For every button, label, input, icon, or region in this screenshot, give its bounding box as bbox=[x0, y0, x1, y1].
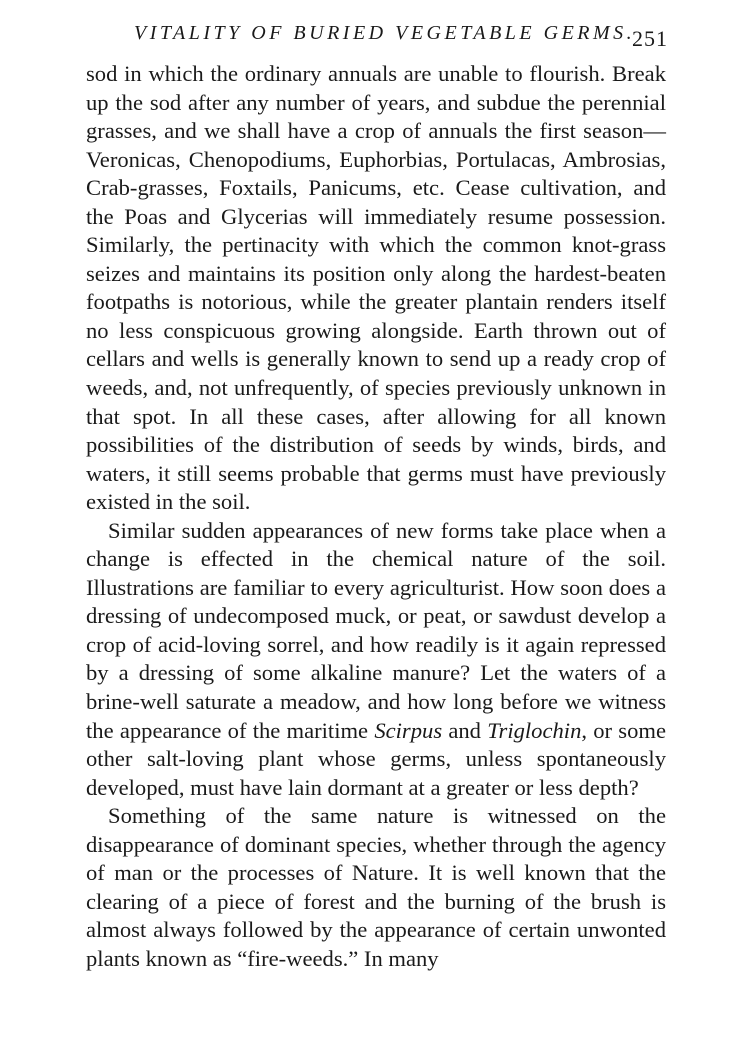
paragraph-fire-weeds bbox=[86, 802, 666, 973]
italic-genus-triglochin: Triglochin bbox=[487, 717, 582, 743]
running-head bbox=[92, 22, 672, 52]
paragraph-text: Similar sudden appearances of new forms take place when a change is effected in the chemical nature of the soil. Illustrations are familiar to every agriculturist. How soon does a dressing of undecomposed muck, or peat, or sawdust develop a crop of acid-loving sorrel, and how readily is it again repressed by a dressing of some alkaline manure? Let the waters of a brine-well saturate a meadow, and how long before we witness the appearance of the maritime bbox=[86, 517, 666, 743]
page-number: 251 bbox=[632, 26, 668, 51]
paragraph-text: , or some other salt-loving plant whose germs, unless spontaneously developed, must have lain dormant at a greater or less depth? bbox=[86, 717, 666, 800]
paragraph-continued bbox=[86, 60, 666, 517]
italic-genus-scirpus: Scirpus bbox=[374, 717, 443, 743]
running-head-title: VITALITY OF BURIED VEGETABLE GERMS. bbox=[134, 22, 636, 44]
paragraph-text: and bbox=[442, 717, 488, 743]
body-text bbox=[86, 60, 666, 974]
paragraph-text: Something of the same nature is witnessed on the disappearance of dominant species, whether through the agency of man or the processes of Nature. It is well known that the clearing of a piece of forest and the burning of the brush is almost always followed by the appearance of certain unwonted plants known as “fire-weeds.” In many bbox=[86, 803, 666, 971]
paragraph-text: sod in which the ordinary annuals are unable to flourish. Break up the sod after any number of years, and subdue the perennial grasses, and we shall have a crop of annuals the first season—Veronicas, Chenopodiums, Euphorbias, Portulacas, Ambrosias, Crab-grasses, Foxtails, Panicums, etc. Cease cultivation, and the Poas and Glycerias will immediately resume possession. Similarly, the pertinacity with which the common knot-grass seizes and maintains its position only along the hardest-beaten footpaths is notorious, while the greater plantain renders itself no less conspicuous growing alongside. Earth thrown out of cellars and wells is generally known to send up a ready crop of weeds, and, not unfrequently, of species previously unknown in that spot. In all these cases, after allowing for all known possibilities of the distribution of seeds by winds, birds, and waters, it still seems probable that germs must have previously existed in the soil. bbox=[86, 61, 666, 515]
paragraph-chemical-soil bbox=[86, 517, 666, 802]
